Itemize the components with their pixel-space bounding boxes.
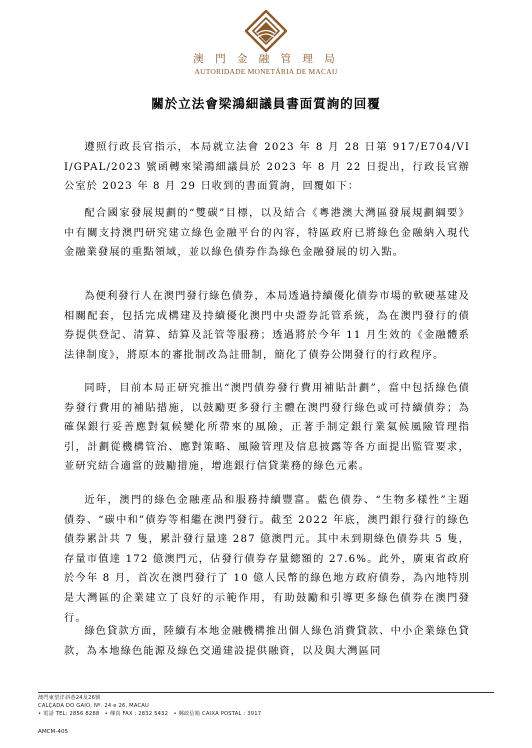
amcm-logo-icon: [245, 10, 287, 52]
footer-contacts: • 電話 TEL: 2856 8288 • 傳真 FAX : 2832 5432 • 郵政信箱 CAIXA POSTAL : 3017: [38, 711, 262, 717]
org-name-portuguese: AUTORIDADE MONETÁRIA DE MACAU: [194, 67, 338, 76]
paragraph-intro: 遵照行政長官指示，本局就立法會 2023 年 8 月 28 日第 917/E704/VII/GPAL/2023 號函轉來梁鴻細議員於 2023 年 8 月 22 日提出，行政長官辦公室於 2023 年 8 月 29 日收到的書面質詢，回覆如下：: [64, 142, 470, 193]
paragraph-subsidy-plan: 同時，目前本局正研究推出“澳門債券發行費用補貼計劃”，當中包括綠色債券發行費用的補貼措施，以鼓勵更多發行主體在澳門發行綠色或可持續債券；為確保銀行妥善應對氣候變化所帶來的風險，正著手制定銀行業氣候風險管理指引，計劃從機構管治、應對策略、風險管理及信息披露等各方面提出監管要求，並研究結合適當的鼓勵措施，增進銀行信貸業務的綠色元素。: [64, 383, 470, 473]
paragraph-green-bonds: 近年，澳門的綠色金融產品和服務持續豐富。藍色債券、“生物多樣性”主題債券、“碳中和”債券等相繼在澳門發行。截至 2022 年底，澳門銀行發行的綠色債券累計共 7 隻，累計發行量達 287 億澳門元。其中未到期綠色債券共 5 隻，存量市值達 172 億澳門元，佔發行債券存量總額的 27.6%。此外，廣東省政府於今年 8 月，首次在澳門發行了 10 億人民幣的綠色地方政府債券，為內地特別是大灣區的企業建立了良好的示範作用，有助鼓勵和引導更多綠色債券在澳門發行。: [64, 495, 470, 624]
form-code: AMCM-405: [38, 729, 69, 735]
document-title: 關於立法會梁鴻細議員書面質詢的回覆: [151, 96, 381, 111]
footer-divider: [38, 692, 494, 693]
footer-address-portuguese: CALÇADA DO GAIO, Nº. 24 e 26, MACAU: [38, 703, 150, 709]
paragraph-policy-goal: 配合國家發展規劃的“雙碳”目標，以及結合《粵港澳大灣區發展規劃綱要》中有關支持澳門研究建立綠色金融平台的內容，特區政府已將綠色金融納入現代金融業發展的重點領域，並以綠色債券作為綠色金融發展的切入點。: [64, 208, 470, 259]
org-name-chinese: 澳 門 金 融 管 理 局: [193, 53, 339, 65]
paragraph-green-loans: 綠色貸款方面，陸續有本地金融機構推出個人綠色消費貸款、中小企業綠色貸款，為本地綠色能源及綠色交通建設提供融資，以及與大灣區同: [64, 626, 470, 657]
paragraph-infrastructure: 為便利發行人在澳門發行綠色債券，本局透過持續優化債券市場的軟硬基建及相關配套，包括完成構建及持續優化澳門中央證券託管系統，為在澳門發行的債券提供登記、清算、結算及託管等服務；透過將於今年 11 月生效的《金融體系法律制度》，將原本的審批制改為註冊制，簡化了債券公開發行的行政程序。: [64, 291, 470, 361]
footer-address-chinese: 澳門東望洋斜巷24及26號: [38, 695, 101, 701]
